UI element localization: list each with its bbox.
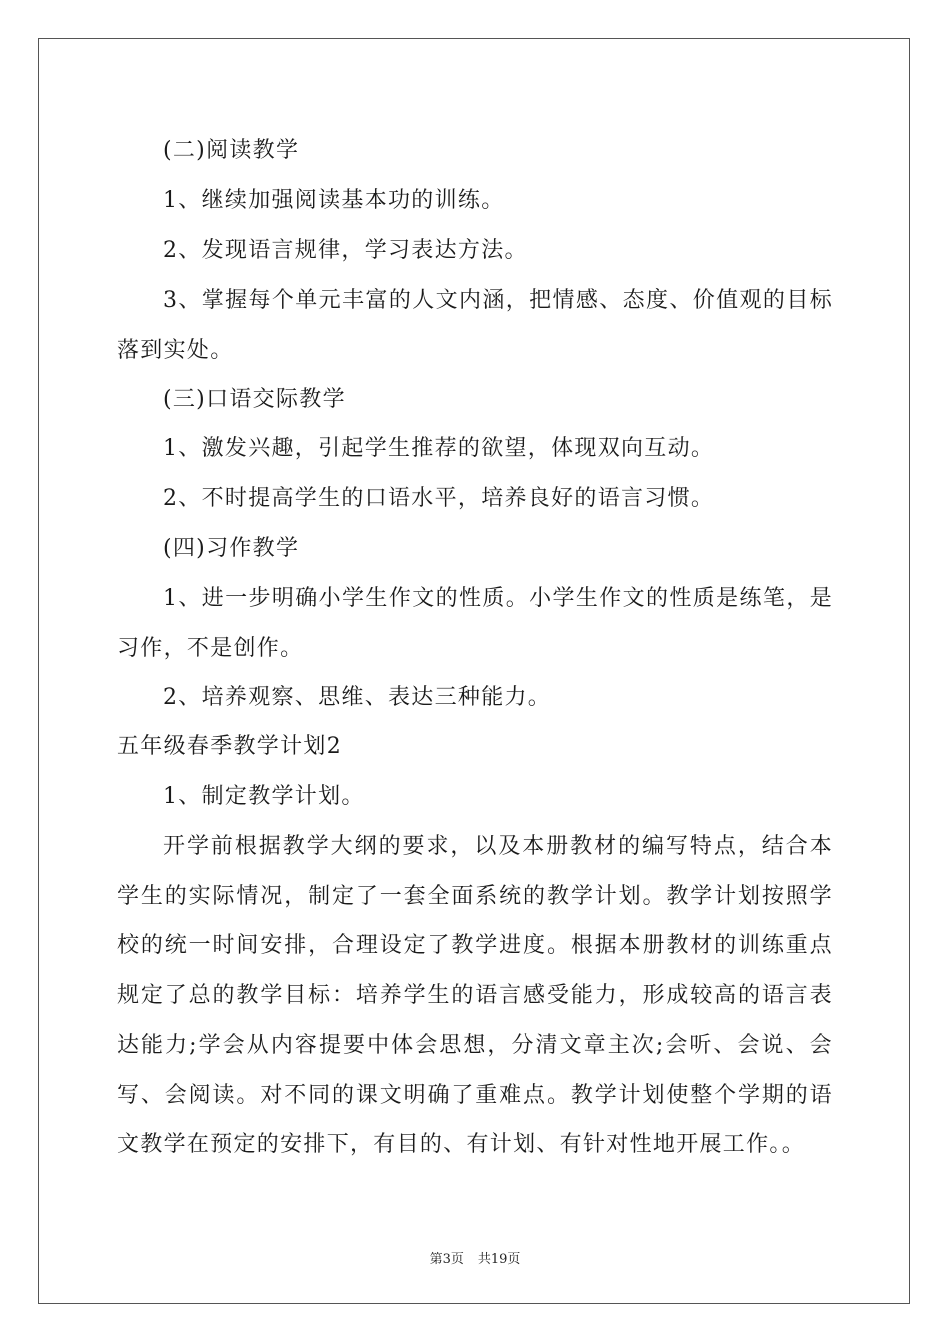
heading-writing: (四)习作教学 — [163, 536, 300, 561]
reading-item-1: 1、继续加强阅读基本功的训练。 — [163, 188, 505, 213]
plan-paragraph: 开学前根据教学大纲的要求，以及本册教材的编写特点，结合本学生的实际情况，制定了一套全面系统的教学计划。教学计划按照学校的统一时间安排，合理设定了教学进度。根据本册教材的训练重点规定了总的教学目标：培养学生的语言感受能力，形成较高的语言表达能力;学会从内容提要中体会思想，分清文章主次;会听、会说、会写、会阅读。对不同的课文明确了重难点。教学计划使整个学期的语文教学在预定的安排下，有目的、有计划、有针对性地开展工作。。 — [117, 834, 833, 1158]
reading-item-3: 3、掌握每个单元丰富的人文内涵，把情感、态度、价值观的目标落到实处。 — [117, 288, 833, 363]
writing-item-1: 1、进一步明确小学生作文的性质。小学生作文的性质是练笔，是习作，不是创作。 — [117, 586, 833, 661]
page-footer — [0, 1248, 950, 1267]
writing-item-2: 2、培养观察、思维、表达三种能力。 — [163, 685, 552, 710]
oral-item-2: 2、不时提高学生的口语水平，培养良好的语言习惯。 — [163, 486, 715, 511]
oral-item-1: 1、激发兴趣，引起学生推荐的欲望，体现双向互动。 — [163, 436, 715, 461]
heading-reading: (二)阅读教学 — [163, 138, 300, 163]
page-number: 第3页 — [429, 1252, 464, 1267]
page-total: 共19页 — [477, 1252, 521, 1267]
section-title: 五年级春季教学计划2 — [117, 734, 342, 759]
heading-oral: (三)口语交际教学 — [163, 387, 346, 412]
plan-item-1: 1、制定教学计划。 — [163, 784, 365, 809]
reading-item-2: 2、发现语言规律，学习表达方法。 — [163, 238, 528, 263]
